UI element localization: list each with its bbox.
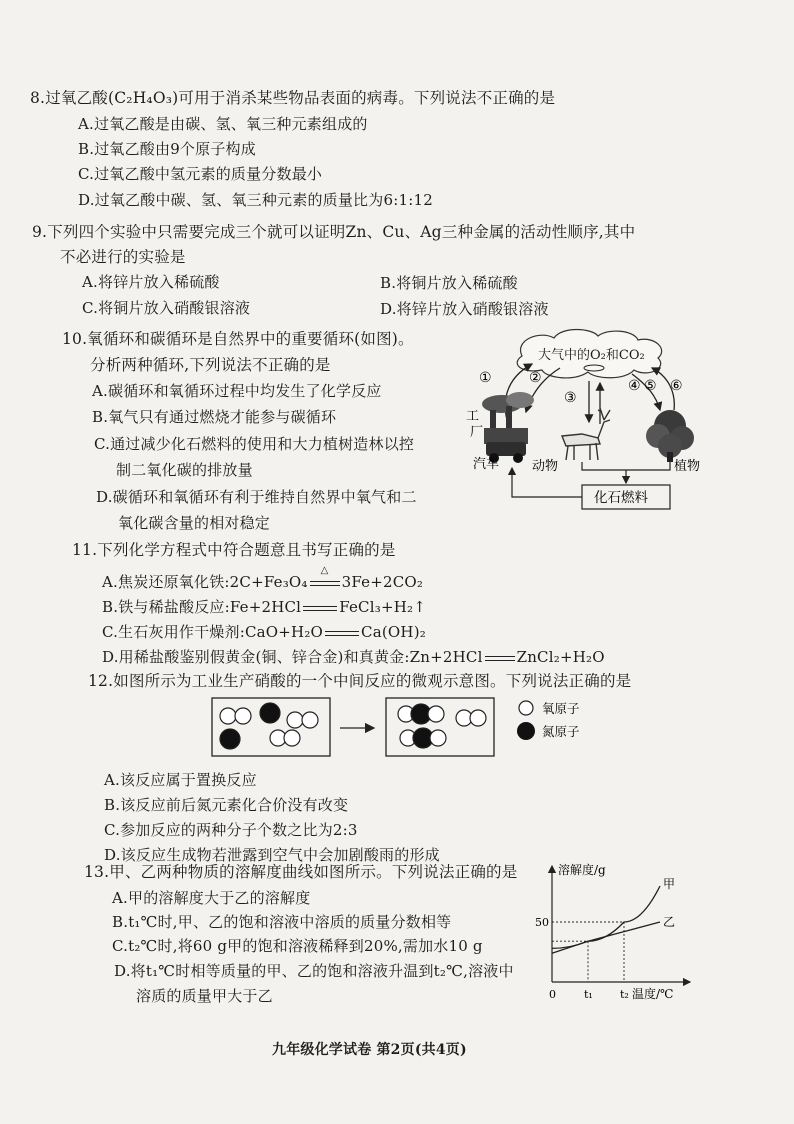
num-1: ① [479, 370, 492, 386]
q11-b-right: FeCl₃+H₂↑ [339, 598, 426, 616]
q9-option-d: D.将锌片放入硝酸银溶液 [380, 300, 549, 318]
q13-option-d-line1: D.将t₁℃时相等质量的甲、乙的饱和溶液升温到t₂℃,溶液中 [114, 962, 514, 980]
solubility-chart [532, 858, 702, 1004]
q8-option-d: D.过氧乙酸中碳、氢、氧三种元素的质量比为6:1:12 [78, 191, 433, 209]
q11-d-left: D.用稀盐酸鉴别假黄金(铜、锌合金)和真黄金:Zn+2HCl [102, 648, 483, 666]
num-3: ③ [564, 390, 577, 406]
origin-label: 0 [549, 988, 556, 1001]
q8-option-a: A.过氧乙酸是由碳、氢、氧三种元素组成的 [78, 115, 368, 133]
q11-option-a [102, 565, 424, 592]
tree-illustration [646, 410, 694, 462]
legend-nitrogen-icon [517, 722, 535, 740]
num-5: ⑤ [644, 378, 657, 394]
x-tick-t2: t₂ [620, 988, 629, 1001]
y-tick-50: 50 [535, 916, 549, 929]
q11-a-right: 3Fe+2CO₂ [341, 573, 424, 591]
factory-label-1: 工 [466, 409, 480, 424]
page-footer: 九年级化学试卷 第2页(共4页) [272, 1042, 467, 1058]
q11-a-left: A.焦炭还原氧化铁:2C+Fe₃O₄ [102, 573, 308, 591]
factory-label-2: 厂 [470, 425, 484, 440]
factory-car-illustration [482, 392, 534, 463]
cloud-label: 大气中的O₂和CO₂ [538, 348, 645, 363]
q12-option-a: A.该反应属于置换反应 [104, 771, 257, 789]
y-axis-label: 溶解度/g [558, 863, 606, 877]
q10-option-d-line1: D.碳循环和氧循环有利于维持自然界中氧气和二 [96, 488, 417, 506]
q8-option-b: B.过氧乙酸由9个原子构成 [78, 140, 256, 158]
q9-option-b: B.将铜片放入稀硫酸 [380, 274, 518, 292]
x-tick-t1: t₁ [584, 988, 593, 1001]
deer-illustration [562, 408, 610, 460]
legend-oxygen-label: 氧原子 [542, 701, 580, 716]
q8-stem: 8.过氧乙酸(C₂H₄O₃)可用于消杀某些物品表面的病毒。下列说法不正确的是 [30, 89, 556, 107]
q11-a-condition: △ [320, 565, 329, 576]
plant-label: 植物 [674, 459, 701, 474]
q10-option-a: A.碳循环和氧循环过程中均发生了化学反应 [92, 382, 382, 400]
q10-option-c-line1: C.通过减少化石燃料的使用和大力植树造林以控 [94, 435, 415, 453]
q10-option-d-line2: 氧化碳含量的相对稳定 [118, 514, 271, 532]
num-6: ⑥ [670, 378, 683, 394]
q13-option-b: B.t₁℃时,甲、乙的饱和溶液中溶质的质量分数相等 [112, 913, 452, 931]
q11-stem: 11.下列化学方程式中符合题意且书写正确的是 [72, 541, 396, 559]
fossil-fuel-label: 化石燃料 [594, 490, 648, 506]
q13-option-a: A.甲的溶解度大于乙的溶解度 [112, 889, 311, 907]
num-2: ② [529, 370, 542, 386]
reaction-diagram [210, 694, 610, 762]
q11-d-right: ZnCl₂+H₂O [516, 648, 605, 666]
q12-option-d: D.该反应生成物若泄露到空气中会加剧酸雨的形成 [104, 846, 440, 864]
q12-option-c: C.参加反应的两种分子个数之比为2:3 [104, 821, 358, 839]
legend-oxygen-icon [519, 701, 533, 715]
q9-option-c: C.将铜片放入硝酸银溶液 [82, 299, 251, 317]
q10-option-c-line2: 制二氧化碳的排放量 [116, 461, 253, 479]
q11-option-d [102, 647, 605, 667]
car-label: 汽车 [473, 457, 500, 472]
q11-option-c [102, 622, 426, 642]
q9-stem: 9.下列四个实验中只需要完成三个就可以证明Zn、Cu、Ag三种金属的活动性顺序,其中 [32, 223, 636, 241]
q12-stem: 12.如图所示为工业生产硝酸的一个中间反应的微观示意图。下列说法正确的是 [88, 672, 632, 690]
q11-c-left: C.生石灰用作干燥剂:CaO+H₂O [102, 623, 324, 641]
series-line-yi [552, 922, 660, 953]
cycle-diagram [462, 326, 732, 522]
q10-stem: 10.氧循环和碳循环是自然界中的重要循环(如图)。 [62, 330, 414, 348]
x-axis-label: 温度/℃ [632, 987, 674, 1001]
q11-option-b [102, 597, 426, 617]
series-line-jia [552, 886, 660, 948]
q13-option-c: C.t₂℃时,将60 g甲的饱和溶液稀释到20%,需加水10 g [112, 937, 483, 955]
q8-option-c: C.过氧乙酸中氢元素的质量分数最小 [78, 165, 323, 183]
q11-c-right: Ca(OH)₂ [361, 623, 426, 641]
q11-a-arrow [308, 565, 342, 592]
legend-nitrogen-label: 氮原子 [542, 724, 580, 739]
q13-stem: 13.甲、乙两种物质的溶解度曲线如图所示。下列说法正确的是 [84, 863, 518, 881]
num-4: ④ [628, 378, 641, 394]
q10-stem-2: 分析两种循环,下列说法不正确的是 [90, 356, 331, 374]
q12-option-b: B.该反应前后氮元素化合价没有改变 [104, 796, 349, 814]
q9-option-a: A.将锌片放入稀硫酸 [82, 273, 220, 291]
q13-option-d-line2: 溶质的质量甲大于乙 [136, 987, 273, 1005]
q10-option-b: B.氧气只有通过燃烧才能参与碳循环 [92, 408, 337, 426]
animal-label: 动物 [532, 459, 559, 474]
q9-stem-2: 不必进行的实验是 [60, 248, 186, 266]
series-label-jia: 甲 [663, 877, 676, 891]
q11-b-left: B.铁与稀盐酸反应:Fe+2HCl [102, 598, 302, 616]
series-label-yi: 乙 [663, 915, 676, 929]
